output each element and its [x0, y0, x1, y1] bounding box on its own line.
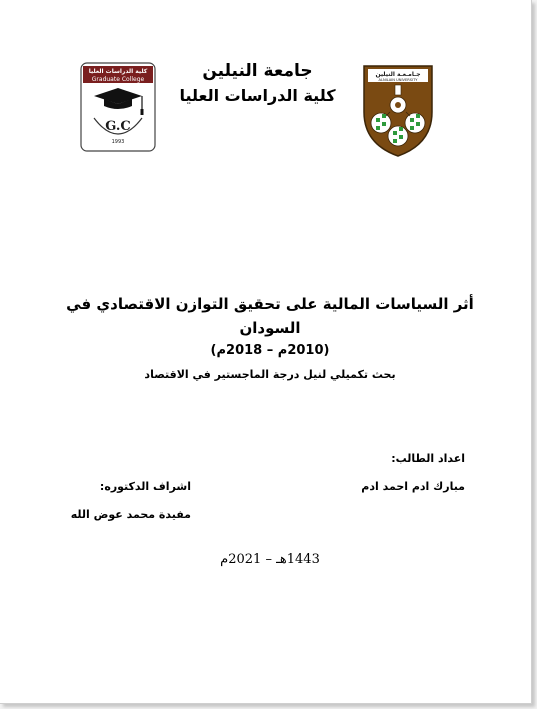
university-name: جامعة النيلين: [202, 61, 313, 81]
student-name: مبارك ادم احمد ادم: [361, 480, 465, 493]
university-crest-logo: [360, 60, 436, 158]
svg-text:جـامـعـة النيلين: جـامـعـة النيلين: [375, 71, 421, 78]
supervisor-name: مفيدة محمد عوض الله: [70, 508, 191, 521]
university-header: [160, 58, 355, 108]
svg-text:1993: 1993: [111, 139, 125, 145]
college-name: كلية الدراسات العليا: [179, 86, 336, 105]
prepared-by-label: اعداد الطالب:: [391, 452, 465, 465]
graduate-college-logo: [80, 62, 156, 152]
svg-text:Graduate College: Graduate College: [91, 76, 145, 83]
svg-text:G.C: G.C: [105, 119, 131, 134]
thesis-title-block: [40, 292, 500, 386]
svg-text:ALNILAIN UNIVERSITY: ALNILAIN UNIVERSITY: [378, 78, 418, 82]
thesis-years: (2010م – 2018م): [210, 343, 330, 358]
svg-text:كلية الدراسات العليا: كلية الدراسات العليا: [88, 68, 148, 75]
supervisor-label: اشراف الدكتوره:: [99, 480, 191, 493]
thesis-title: أثر السياسات المالية على تحقيق التوازن الاقتصادي في السودان: [66, 295, 474, 337]
thesis-purpose: بحث تكميلي لنيل درجة الماجستير في الاقتصاد: [144, 368, 396, 381]
date-line: 1443هـ – 2021م: [220, 552, 320, 567]
